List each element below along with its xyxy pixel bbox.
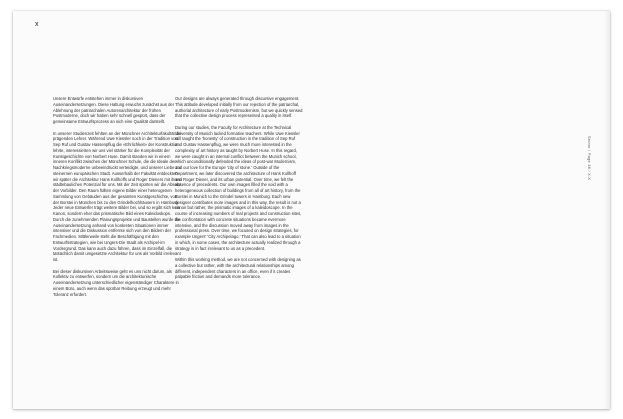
page-mark: x xyxy=(35,21,39,28)
english-paragraph: Our designs are always generated through discursive engagement. This attitude developed initially from our rejection of the patriarchal, authorial architecture of early Postmodernism, but we quickly sensed that the collective design process represented a quality in itself. xyxy=(175,96,303,119)
document-page xyxy=(13,11,610,409)
english-text-column xyxy=(175,96,303,286)
german-paragraph: Bei dieser diskursiven Arbeitsweise geht es uns nicht darum, als Kollektiv zu entwerfen, sondern um die architektonische Auseinandersetzung unterschiedlicher eigenständiger Charaktere in einem Büro, auch wenn das spürbar Reibung erzeugt und mehr Toleranz erfordert. xyxy=(53,268,179,297)
german-paragraph: Unsere Entwürfe entstehen immer in diskursiven Auseinandersetzungen. Diese Haltung erwuchs zunächst aus der Ablehnung der patriarchalen Autorenarchitektur der frühen Postmoderne, doch wir haben sehr schnell gespürt, dass der gemeinsame Entwurfsprozess an sich eine Qualität darstellt. xyxy=(53,96,175,124)
german-paragraph: In unserer Studienzeit fehlten an der Münchner Architekturfakultät die prägenden Lehrer. Während Uwe Kiessler noch in der Tradition von Sep Ruf und Gustav Hassenpflug die «Ehrlichkeit» der Konstruktion lehrte, interessierten wir uns viel stärker für die Komplexität der Kunstgeschichte von Norbert Huse. Damit standen wir in einem inneren Konflikt zwischen der Münchner Schule, die die Ideale der Nachkriegsmoderne unbeeindruckt verteidigte, und unserer Liebe zur steinernen europäischen Stadt. Ausserhalb der Fakultät entdeckten wir später die Architektur Hans Kollhoffs und Roger Dieners mit ihrem städtebaulichen Potenzial für uns. Mit der Zeit spürten wir die Absenz der Vorbilder. Den Raum füllten eigene Bilder einer heterogenen Sammlung von Gebäuden aus der gesamten Kunstgeschichte, von der Borstei in München bis zu den Grindelhochhäusern in Hamburg. Jeder neue Entwerfer trägt weitere Bilder bei, und so ergibt sich kein Kanon, sondern eher das prismatische Bild eines Kaleidoskops. Durch die zunehmenden Planungsprojekte und Baustellen wurde die Auseinandersetzung anhand von konkreten Situationen immer intensiver und die Diskussion entfernte sich von den Bildern der Fachmedien. Mittlerweile steht die Beschäftigung mit den Entwurfsstrategien, wie bei Ungers-Die Stadt als Archipel-im Vordergrund. Das kann auch dazu führen, dass im Einzelfall, die tatsächlich damit umgesetzte Architektur für uns als Vorbild irrelevant ist. xyxy=(53,130,182,262)
running-header-vertical: Sector / Page 38 / X.X xyxy=(587,136,591,181)
german-text-column xyxy=(53,96,183,303)
english-paragraph: During our studies, the Faculty for Architecture at the Technical University of Munich lacked formative teachers. While Uwe Kiessler still taught the 'honesty' of construction in the tradition of Sep Ruf and Gustav Hassenpflug, we were much more interested in the complexity of art history as taught by Norbert Huse. In this regard, we were caught in an internal conflict between the Munich school, which unconditionally defended the ideas of post-war Modernism, and our love for the Europe 'city of stone.' Outside of the Department, we later discovered the architecture of Hans Kollhoff and Roger Diener, and its urban potential. Over time, we felt the absence of precedents. Our own images filled the void with a heterogeneous collection of buildings from all of art history, from the Borstei in Munich to the Grindel towers in Hamburg. Each new designer contributes more images and in this way, the result is not a canon but rather, the prismatic images of a kaleidoscope. In the course of increasing numbers of real projects and construction sites, the confrontation with concrete situations became evermore intensive, and the discussion moved away from images in the professional press. Over time, we focused on design strategies, for example Ungers' 'City Archipelago.' That can also lead to a situation in which, in some cases, the architecture actually realized through a strategy is in fact irrelevant to us as a precedent. xyxy=(175,124,302,251)
english-paragraph: Within this working method, we are not concerned with designing as a collective but rather, with the architectural relationships among different, independent characters in an office, even if it creates palpable friction and demands more tolerance. xyxy=(175,257,301,280)
